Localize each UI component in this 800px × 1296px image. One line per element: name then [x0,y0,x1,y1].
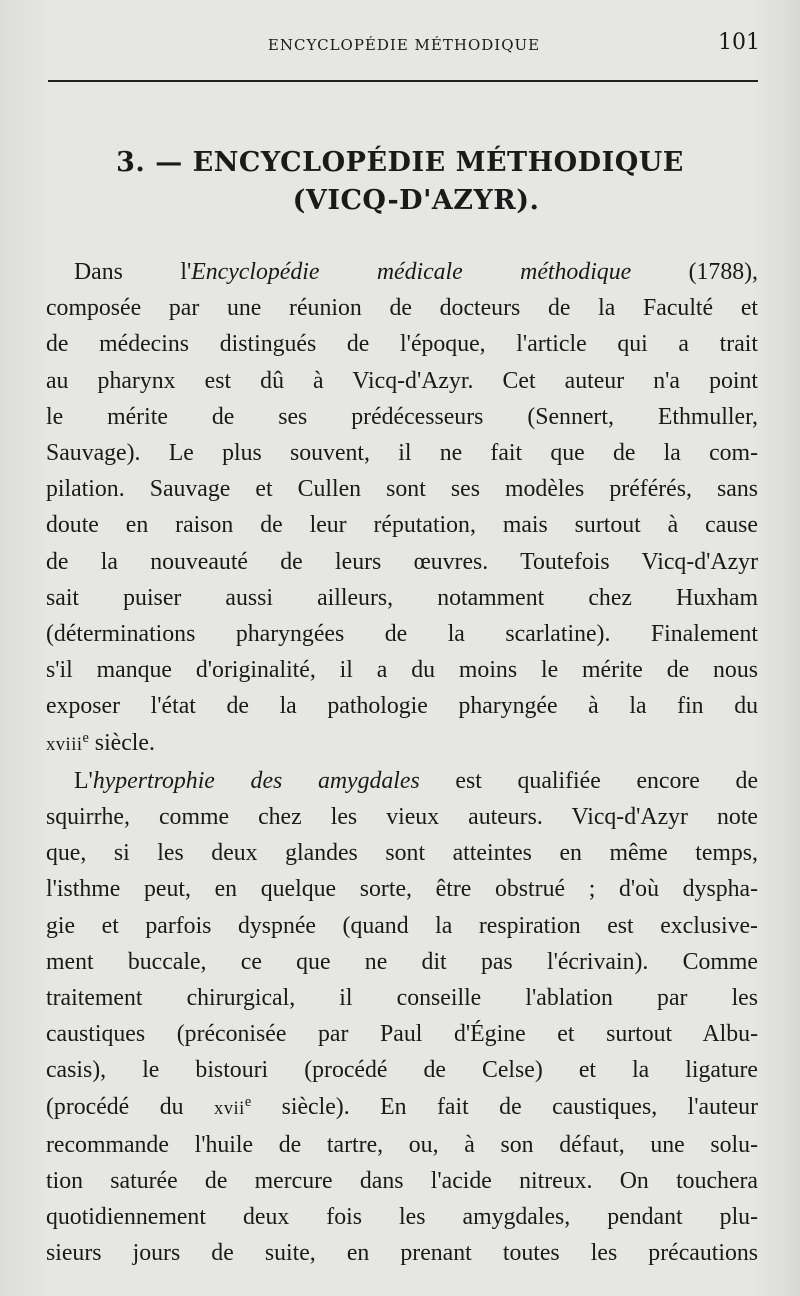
paragraph2-line-3: que, si les deux glandes sont atteintes en même temps, [46,840,758,867]
superscript: e [244,1093,252,1110]
running-header [48,30,760,60]
paragraph1-line-6: Sauvage). Le plus souvent, il ne fait que de la com- [46,440,758,467]
paragraph1-line-8: doute en raison de leur réputation, mais surtout à cause [46,512,758,539]
italic-title: Encyclopédie médicale méthodique [191,259,632,285]
paragraph2-line-1 [46,763,758,799]
paragraph1-line-12: s'il manque d'originalité, il a du moins le mérite de nous [46,657,758,684]
paragraph2-line-5: gie et parfois dyspnée (quand la respiration est exclusive- [46,912,758,939]
paragraph1-line-2: composée par une réunion de docteurs de la Faculté et [46,295,758,322]
paragraph1-line-1 [46,254,758,290]
paragraph1-line-14 [46,725,758,763]
text-run: siècle. [88,729,155,756]
paragraph1-line-9: de la nouveauté de leurs œuvres. Toutefois Vicq-d'Azyr [46,548,758,575]
paragraph2-line-9: casis), le bistouri (procédé de Celse) et la ligature [46,1057,758,1084]
paragraph2-line-8: caustiques (préconisée par Paul d'Égine et surtout Albu- [46,1021,758,1048]
italic-term: hypertrophie des amygdales [92,767,420,794]
text-run: L' [74,767,93,794]
paragraph1-line-13: exposer l'état de la pathologie pharyngée à la fin du [46,693,758,720]
section-title-line1: 3. — ENCYCLOPÉDIE MÉTHODIQUE [116,147,684,178]
text-run: est qualifiée encore de [419,767,759,794]
header-rule [48,80,758,82]
paragraph2-line-6: ment buccale, ce que ne dit pas l'écrivain). Comme [46,948,758,975]
text-run: Dans l' [74,259,192,285]
century-numeral: xviii [46,733,83,755]
section-title-line2: (VICQ-D'AZYR). [292,185,540,216]
paragraph1-line-7: pilation. Sauvage et Cullen sont ses modèles préférés, sans [46,476,758,503]
paragraph2-line-13: quotidiennement deux fois les amygdales, pendant plu- [46,1204,758,1231]
paragraph2-line-10 [46,1089,758,1127]
paragraph2-line-4: l'isthme peut, en quelque sorte, être obstrué ; d'où dyspha- [46,876,758,903]
century-numeral: xvii [213,1097,245,1119]
body-text [46,254,758,1272]
paragraph1-line-4: au pharynx est dû à Vicq-d'Azyr. Cet auteur n'a point [46,367,758,394]
paragraph2-line-14: sieurs jours de suite, en prenant toutes les précautions [46,1240,758,1267]
paragraph2-line-12: tion saturée de mercure dans l'acide nitreux. On touchera [46,1168,758,1195]
section-title [0,144,800,220]
paragraph1-line-3: de médecins distingués de l'époque, l'article qui a trait [46,331,758,358]
text-run: (1788), [631,259,758,285]
text-run: (procédé du [46,1093,214,1120]
paragraph2-line-11: recommande l'huile de tartre, ou, à son défaut, une solu- [46,1131,758,1158]
page-number: 101 [718,30,760,55]
paragraph2-line-7: traitement chirurgical, il conseille l'ablation par les [46,985,758,1012]
running-title: ENCYCLOPÉDIE MÉTHODIQUE [267,36,541,54]
paragraph1-line-5: le mérite de ses prédécesseurs (Sennert, Ethmuller, [46,403,758,430]
paragraph1-line-10: sait puiser aussi ailleurs, notamment chez Huxham [46,584,758,611]
paragraph2-line-2: squirrhe, comme chez les vieux auteurs. Vicq-d'Azyr note [46,804,758,831]
paragraph1-line-11: (déterminations pharyngées de la scarlatine). Finalement [46,621,758,648]
superscript: e [82,729,89,746]
text-run: siècle). En fait de caustiques, l'auteur [251,1093,758,1120]
